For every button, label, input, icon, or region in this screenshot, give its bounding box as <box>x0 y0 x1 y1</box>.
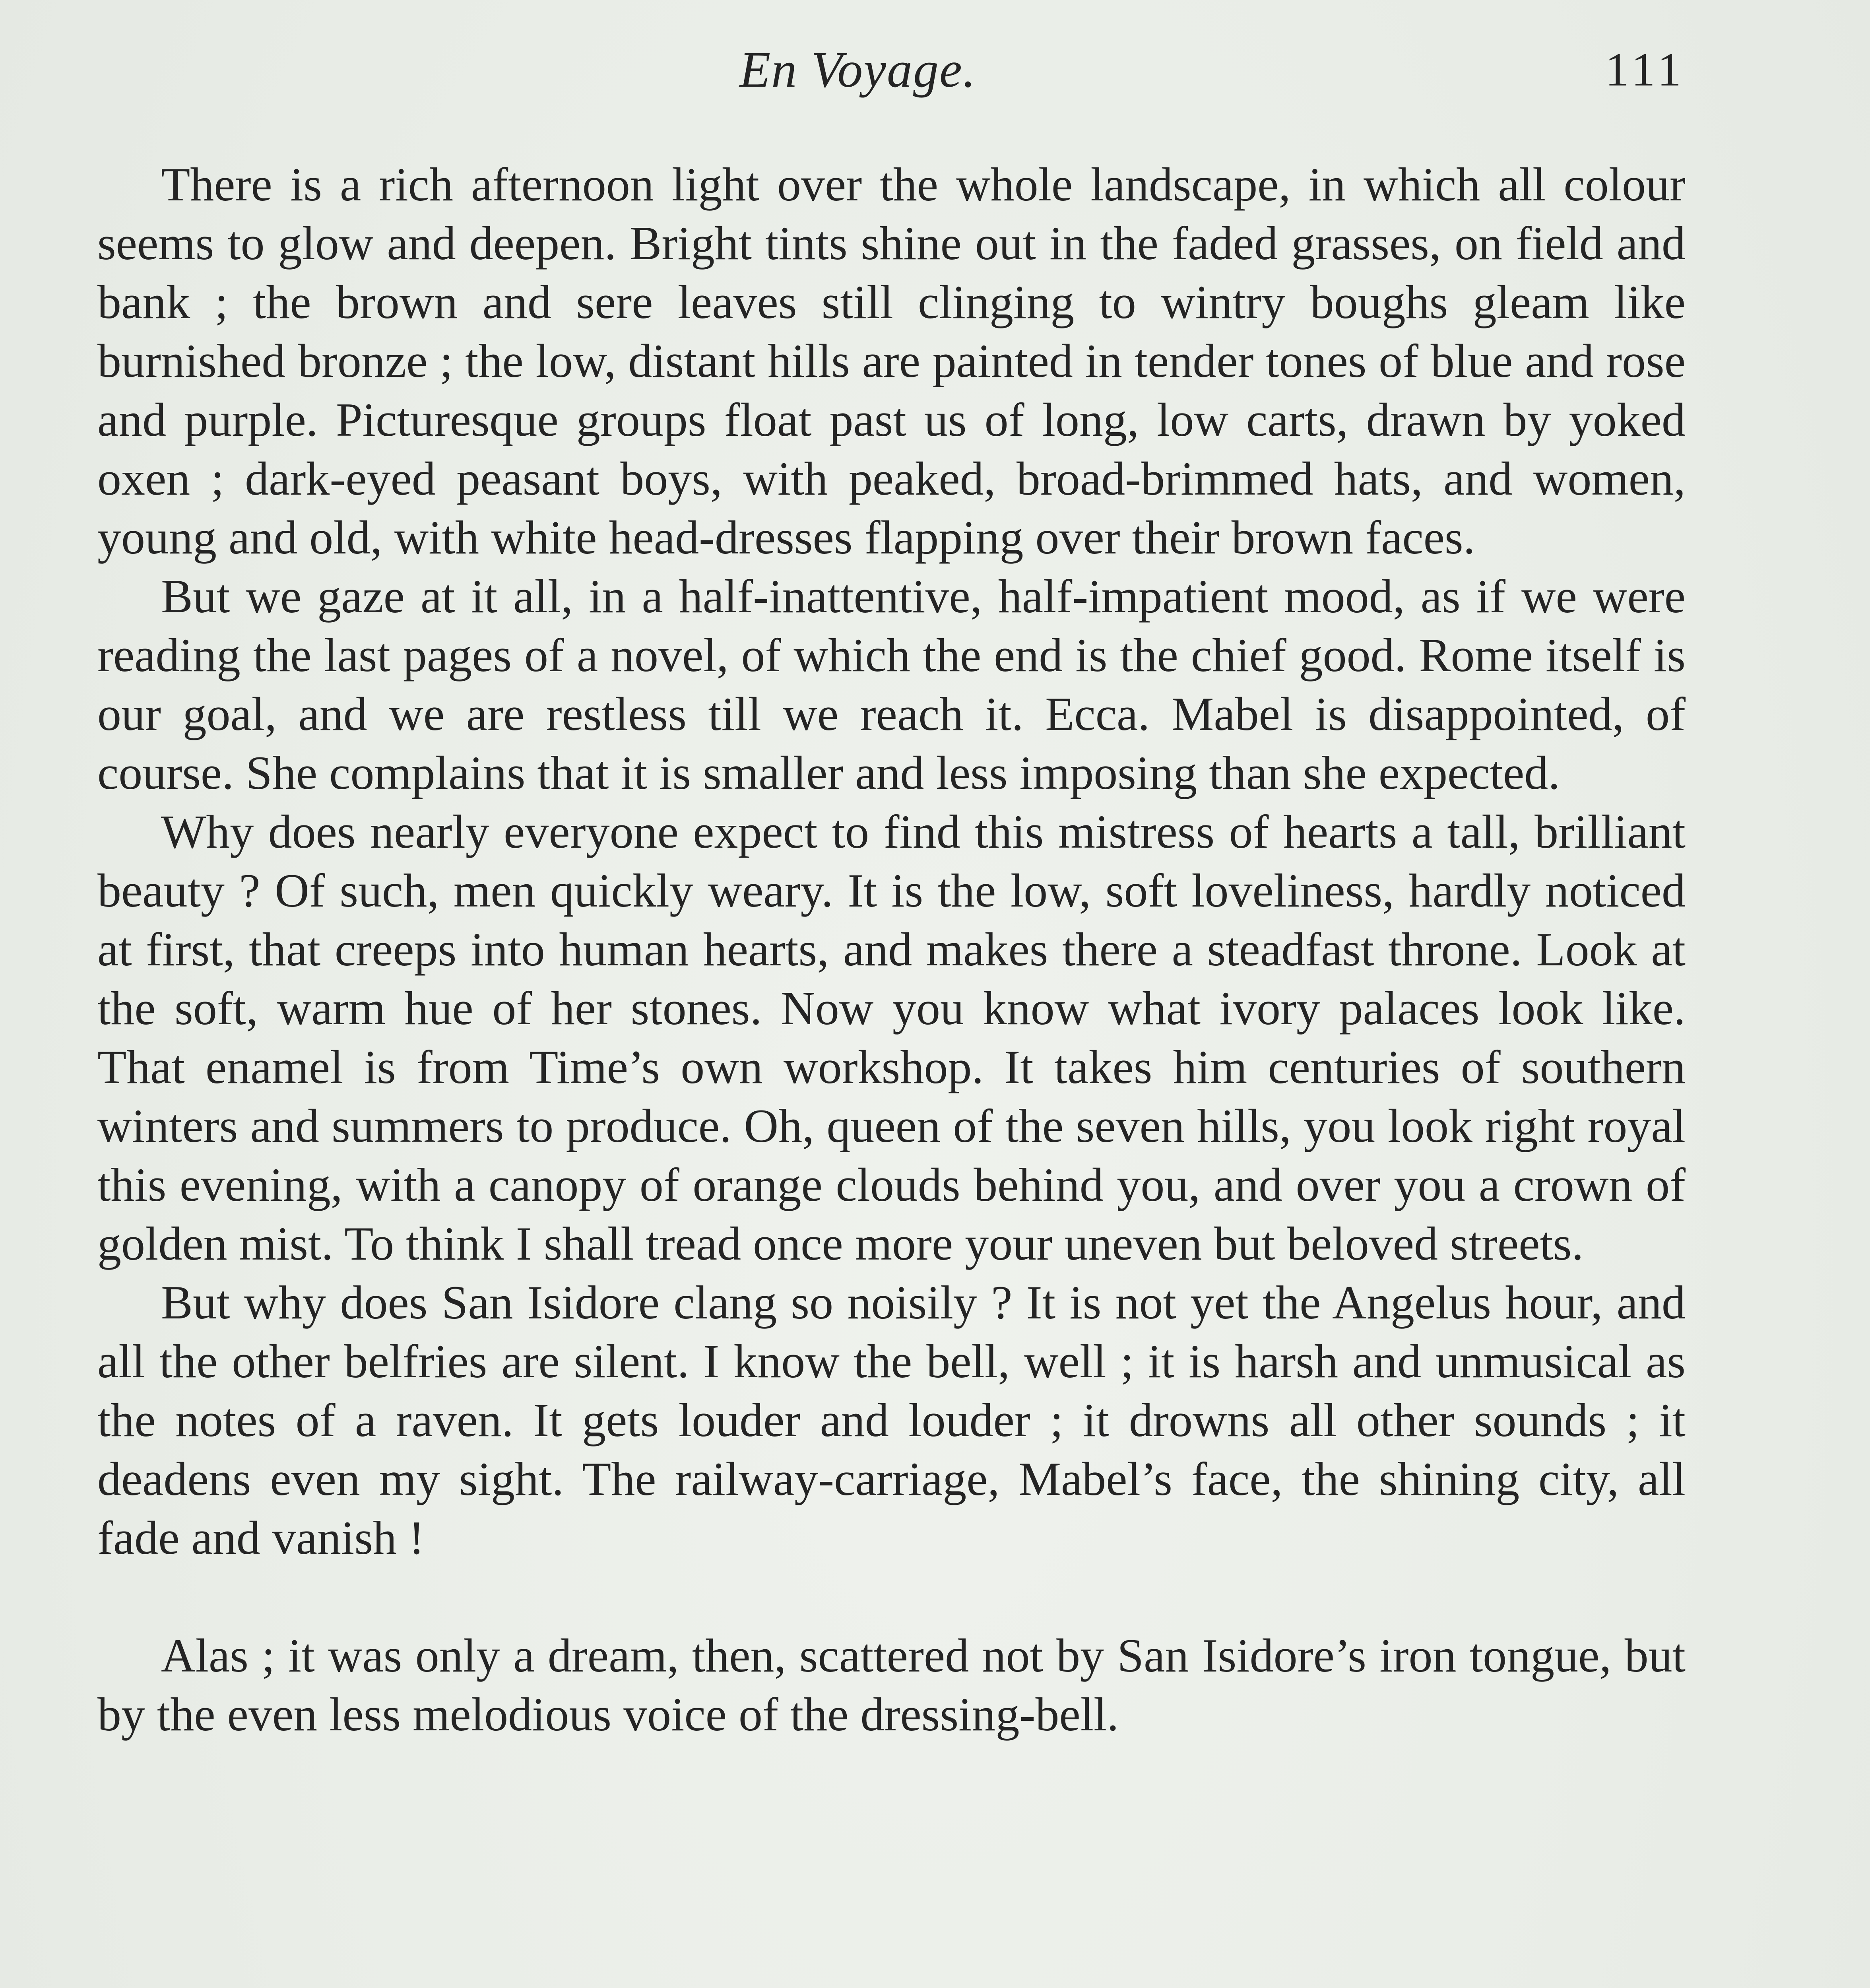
paragraph-mistress-of-hearts: Why does nearly everyone expect to find this mistress of hearts a tall, brilliant beauty ? Of such, men quickly weary. It is the low, soft loveliness, hardly noticed at first, that creeps into human hearts, and makes there a steadfast throne. Look at the soft, warm hue of her stones. Now you know what ivory palaces look like. That enamel is from Time’s own workshop. It takes him centuries of southern winters and summers to produce. Oh, queen of the seven hills, you look right royal this evening, with a canopy of orange clouds behind you, and over you a crown of golden mist. To think I shall tread once more your uneven but beloved streets. <box>97 805 1686 1270</box>
paragraph-landscape: There is a rich afternoon light over the whole landscape, in which all colour seems to glow and deepen. Bright tints shine out in the faded grasses, on field and bank ; the brown and sere leaves still clinging to wintry boughs gleam like burnished bronze ; the low, distant hills are painted in tender tones of blue and rose and purple. Picturesque groups float past us of long, low carts, drawn by yoked oxen ; dark-eyed peasant boys, with peaked, broad-brimmed hats, and women, young and old, with white head-dresses flapping over their brown faces. <box>97 158 1686 564</box>
running-head <box>0 38 1870 101</box>
running-title: En Voyage. <box>739 41 976 98</box>
paragraph-rome-goal: But we gaze at it all, in a half-inattentive, half-impatient mood, as if we were reading the last pages of a novel, of which the end is the chief good. Rome itself is our goal, and we are restless till we reach it. Ecca. Mabel is disappointed, of course. She complains that it is smaller and less imposing than she expected. <box>97 570 1686 799</box>
body-text <box>97 155 1686 1744</box>
page-number: 111 <box>1605 43 1685 96</box>
paragraph-dream-ending: Alas ; it was only a dream, then, scattered not by San Isidore’s iron tongue, but by the even less melodious voice of the dressing-bell. <box>97 1629 1686 1741</box>
paragraph-san-isidore-bell: But why does San Isidore clang so noisily ? It is not yet the Angelus hour, and all the other belfries are silent. I know the bell, well ; it is harsh and unmusical as the notes of a raven. It gets louder and louder ; it drowns all other sounds ; it deadens even my sight. The railway-carriage, Mabel’s face, the shining city, all fade and vanish ! <box>97 1276 1686 1564</box>
